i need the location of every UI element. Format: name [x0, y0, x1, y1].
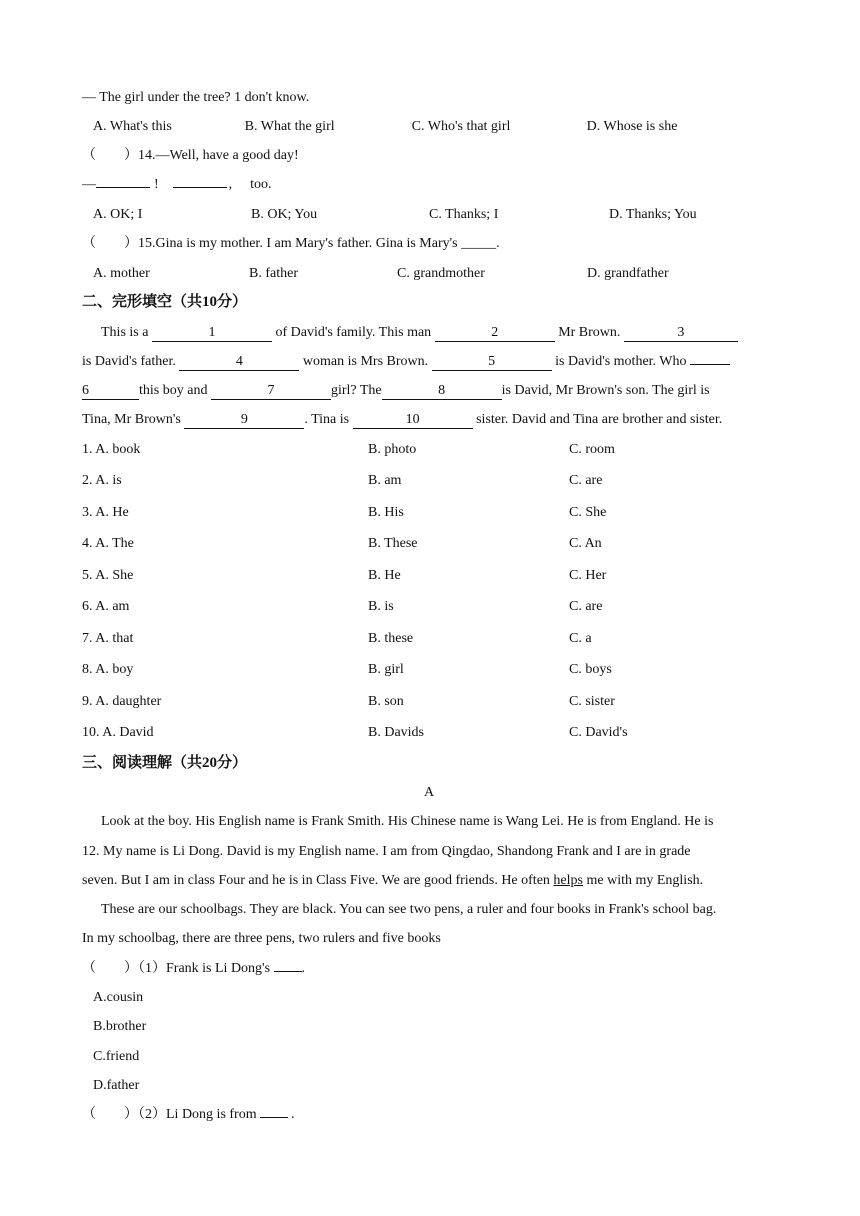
cloze-option-2b: B. am — [368, 473, 402, 488]
answer-paren[interactable]: （ ） — [82, 148, 138, 163]
cloze-option-3a: 3. A. He — [82, 505, 129, 520]
cloze-option-8b: B. girl — [368, 662, 404, 677]
passage-line-3: seven. But I am in class Four and he is in Class Five. We are good friends. He often helps me with my English. — [82, 873, 704, 888]
q15-stem: （ ）15.Gina is my mother. I am Mary's father. Gina is Mary's _____. — [82, 236, 500, 251]
q15-option-b: B. father — [249, 266, 298, 281]
mark-icon: ʿ — [242, 122, 245, 131]
cloze-option-7a: 7. A. that — [82, 631, 134, 646]
cloze-blank-9[interactable]: 9 — [184, 412, 304, 429]
cloze-blank-5[interactable]: 5 — [432, 354, 552, 371]
cloze-option-4b: B. These — [368, 536, 418, 551]
reading-q1-option-a: A.cousin — [93, 990, 144, 1005]
q13-option-d: $^ʿ$D. Whose is she — [584, 119, 678, 134]
cloze-blank-2[interactable]: 2 — [435, 325, 555, 342]
q14-reply: — ! , too. — [82, 177, 272, 192]
q13-option-b: $^ʿ$B. What the girl — [242, 119, 335, 134]
reading-q1-option-c: C.friend — [93, 1049, 140, 1064]
cloze-option-1c: C. room — [569, 442, 615, 457]
cloze-option-8a: 8. A. boy — [82, 662, 134, 677]
cloze-option-7b: B. these — [368, 631, 414, 646]
cloze-option-9a: 9. A. daughter — [82, 694, 162, 709]
reading-q1-blank[interactable] — [274, 971, 302, 972]
cloze-option-6a: 6. A. am — [82, 599, 130, 614]
cloze-option-4a: 4. A. The — [82, 536, 134, 551]
answer-paren[interactable]: （ ） — [82, 961, 138, 976]
q13-option-a: A. What's this — [93, 119, 172, 134]
cloze-option-10a: 10. A. David — [82, 725, 154, 740]
cloze-option-9c: C. sister — [569, 694, 615, 709]
section2-heading: 二、完形填空（共10分） — [82, 294, 248, 310]
reading-q1-option-d: D.father — [93, 1078, 140, 1093]
q14-option-a: A. OK; I — [93, 207, 143, 222]
passage-line-5: In my schoolbag, there are three pens, two rulers and five books — [82, 931, 441, 946]
passage-label: A — [424, 785, 435, 800]
reading-q1-stem: （ ）（1）Frank is Li Dong's . — [82, 961, 306, 976]
cloze-option-10c: C. David's — [569, 725, 628, 740]
q15-option-d: D. grandfather — [587, 266, 669, 281]
reading-q1-option-b: B.brother — [93, 1019, 147, 1034]
cloze-blank-10[interactable]: 10 — [353, 412, 473, 429]
cloze-option-6c: C. are — [569, 599, 603, 614]
underlined-word: helps — [553, 873, 583, 888]
cloze-option-5c: C. Her — [569, 568, 607, 583]
cloze-option-10b: B. Davids — [368, 725, 424, 740]
cloze-blank-6[interactable]: 6 — [82, 383, 139, 400]
cloze-option-1a: 1. A. book — [82, 442, 141, 457]
section3-heading: 三、阅读理解（共20分） — [82, 755, 248, 771]
cloze-option-8c: C. boys — [569, 662, 612, 677]
cloze-option-1b: B. photo — [368, 442, 417, 457]
q14-option-b: B. OK; You — [251, 207, 318, 222]
passage-line-4: These are our schoolbags. They are black. You can see two pens, a ruler and four books in Frank's school bag. — [101, 902, 717, 917]
cloze-option-3c: C. She — [569, 505, 607, 520]
cloze-option-4c: C. An — [569, 536, 602, 551]
cloze-option-9b: B. son — [368, 694, 404, 709]
cloze-option-2c: C. are — [569, 473, 603, 488]
q14-stem: （ ）14.—Well, have a good day! — [82, 148, 299, 163]
q14-option-d: D. Thanks; You — [609, 207, 697, 222]
q14-blank-1[interactable] — [96, 187, 150, 188]
cloze-line-1: This is a 1 of David's family. This man 2 Mr Brown. 3 — [101, 324, 738, 342]
cloze-line-4: Tina, Mr Brown's 9 . Tina is 10 sister. David and Tina are brother and sister. — [82, 412, 723, 427]
cloze-blank-4[interactable]: 4 — [179, 354, 299, 371]
passage-line-2: 12. My name is Li Dong. David is my English name. I am from Qingdao, Shandong Frank and I are in grade — [82, 844, 691, 859]
cloze-option-5a: 5. A. She — [82, 568, 134, 583]
cloze-line-3: 6 this boy and 7 girl? The 8 is David, Mr Brown's son. The girl is — [82, 383, 710, 398]
mark-icon: ʿ — [409, 122, 412, 131]
cloze-option-7c: C. a — [569, 631, 592, 646]
q14-option-c: C. Thanks; I — [429, 207, 499, 222]
cloze-blank-7[interactable]: 7 — [211, 383, 331, 400]
q13-reply-line: — The girl under the tree? 1 don't know. — [82, 90, 310, 105]
q15-option-a: A. mother — [93, 266, 150, 281]
cloze-blank-3[interactable]: 3 — [624, 325, 738, 342]
q14-blank-2[interactable] — [173, 187, 227, 188]
reading-q2-stem: （ ）（2）Li Dong is from . — [82, 1107, 295, 1122]
cloze-option-6b: B. is — [368, 599, 394, 614]
cloze-blank-6-start[interactable] — [690, 364, 730, 365]
cloze-blank-8[interactable]: 8 — [382, 383, 502, 400]
cloze-blank-1[interactable]: 1 — [152, 325, 272, 342]
cloze-option-3b: B. His — [368, 505, 404, 520]
cloze-option-5b: B. He — [368, 568, 401, 583]
q13-option-c: $^ʿ$C. Who's that girl — [409, 119, 511, 134]
passage-line-1: Look at the boy. His English name is Frank Smith. His Chinese name is Wang Lei. He is from England. He is — [101, 814, 714, 829]
reading-q2-blank[interactable] — [260, 1117, 288, 1118]
cloze-line-2: is David's father. 4 woman is Mrs Brown. 5 is David's mother. Who — [82, 353, 730, 371]
cloze-option-2a: 2. A. is — [82, 473, 122, 488]
mark-icon: ʿ — [584, 122, 587, 131]
q15-option-c: C. grandmother — [397, 266, 485, 281]
answer-paren[interactable]: （ ） — [82, 236, 138, 251]
answer-paren[interactable]: （ ） — [82, 1107, 138, 1122]
